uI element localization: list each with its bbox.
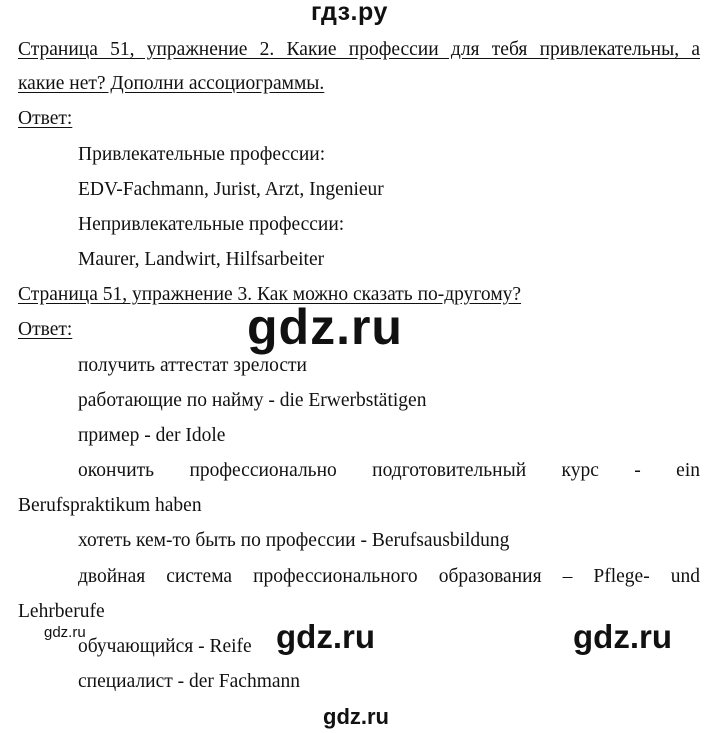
watermark-small-left: gdz.ru bbox=[44, 624, 86, 641]
exercise3-line: получить аттестат зрелости bbox=[78, 355, 307, 376]
exercise3-line: Berufspraktikum haben bbox=[18, 495, 202, 516]
exercise2-line: Maurer, Landwirt, Hilfsarbeiter bbox=[78, 249, 325, 270]
exercise3-answer-label: Ответ: bbox=[18, 319, 73, 340]
exercise3-heading: Страница 51, упражнение 3. Как можно сказать по-другому? bbox=[18, 284, 522, 305]
exercise3-line: двойная система профессионального образования – Pflege- und bbox=[78, 566, 700, 587]
exercise3-line: обучающийся - Reife bbox=[78, 636, 252, 657]
watermark-mid-left: gdz.ru bbox=[276, 618, 375, 655]
exercise2-heading-line1: Страница 51, упражнение 2. Какие профессии для тебя привлекательны, а bbox=[18, 39, 700, 60]
exercise3-line: специалист - der Fachmann bbox=[78, 671, 301, 692]
watermark-top: гдз.ру bbox=[311, 0, 388, 26]
exercise2-line: Привлекательные профессии: bbox=[78, 144, 326, 165]
exercise2-line: EDV-Fachmann, Jurist, Arzt, Ingenieur bbox=[78, 179, 384, 200]
exercise3-line: пример - der Idole bbox=[78, 425, 226, 446]
watermark-center: gdz.ru bbox=[247, 299, 403, 355]
exercise2-heading-line2: какие нет? Дополни ассоциограммы. bbox=[18, 73, 325, 94]
watermark-mid-right: gdz.ru bbox=[573, 618, 672, 655]
watermark-bottom: gdz.ru bbox=[323, 704, 389, 729]
exercise3-line: работающие по найму - die Erwerbstätigen bbox=[78, 390, 427, 411]
exercise3-line: Lehrberufe bbox=[18, 601, 105, 622]
exercise2-answer-label: Ответ: bbox=[18, 108, 73, 129]
exercise2-line: Непривлекательные профессии: bbox=[78, 214, 345, 235]
exercise3-line: хотеть кем-то быть по профессии - Berufsausbildung bbox=[78, 530, 510, 551]
exercise3-line: окончить профессионально подготовительный курс - ein bbox=[78, 460, 700, 481]
